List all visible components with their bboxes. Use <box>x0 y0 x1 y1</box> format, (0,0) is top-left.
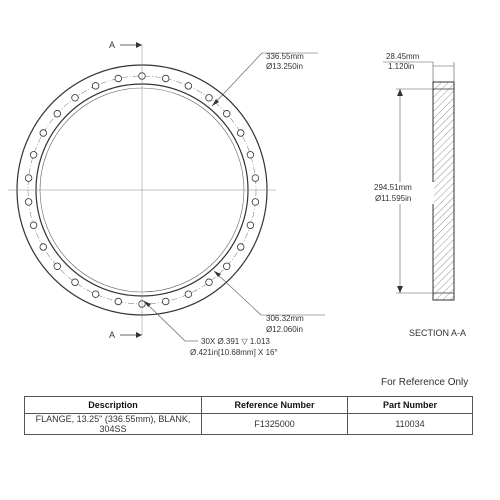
bolt-hole <box>162 75 169 82</box>
bolt-hole <box>54 263 61 270</box>
cell-description: FLANGE, 13.25" (336.55mm), BLANK, 304SS <box>25 414 202 435</box>
bolt-hole <box>162 298 169 305</box>
section-diameter-in: Ø11.595in <box>375 194 412 203</box>
bolt-hole <box>237 130 244 137</box>
bolt-hole <box>30 222 37 229</box>
thickness-mm: 28.45mm <box>386 52 420 61</box>
section-view <box>372 52 466 338</box>
bolt-hole <box>25 199 32 206</box>
parts-table <box>24 396 473 435</box>
outer-diameter-dimension <box>212 52 318 106</box>
outer-diameter-in: Ø13.250in <box>266 62 303 71</box>
section-diameter-dimension <box>372 89 434 293</box>
bolt-hole <box>206 279 213 286</box>
header-reference-number: Reference Number <box>202 397 348 414</box>
table-row <box>25 414 473 435</box>
hole-callout-line1: 30X Ø.391 ▽ 1.013 <box>201 337 270 346</box>
outer-diameter-mm: 336.55mm <box>266 52 304 61</box>
reference-note: For Reference Only <box>381 377 469 388</box>
bolt-hole <box>25 175 32 182</box>
bolt-hole <box>252 199 259 206</box>
inner-diameter-mm: 306.32mm <box>266 314 304 323</box>
bolt-hole <box>40 244 47 251</box>
bolt-hole <box>252 175 259 182</box>
bolt-hole <box>223 110 230 117</box>
inner-diameter-in: Ø12.060in <box>266 325 303 334</box>
bolt-hole <box>92 83 99 90</box>
section-body <box>433 82 454 300</box>
cell-part-number: 110034 <box>348 414 473 435</box>
bolt-hole <box>206 94 213 101</box>
section-marker-bottom <box>109 330 142 340</box>
bolt-hole <box>54 110 61 117</box>
bolt-hole <box>30 151 37 158</box>
section-marker-top <box>109 40 142 50</box>
thickness-in: 1.120in <box>388 62 415 71</box>
bolt-hole <box>72 279 79 286</box>
bolt-hole <box>185 291 192 298</box>
section-diameter-mm: 294.51mm <box>374 183 412 192</box>
bolt-hole <box>72 94 79 101</box>
section-letter-top: A <box>109 40 116 50</box>
hole-callout-line2: Ø.421in[10.68mm] X 16° <box>190 348 278 357</box>
hole-callout <box>144 301 278 357</box>
cell-reference-number: F1325000 <box>202 414 348 435</box>
bolt-hole <box>247 151 254 158</box>
bolt-hole <box>92 291 99 298</box>
bolt-hole <box>223 263 230 270</box>
header-description: Description <box>25 397 202 414</box>
bolt-hole <box>115 298 122 305</box>
inner-diameter-dimension <box>214 271 325 334</box>
bolt-hole <box>40 130 47 137</box>
section-letter-bottom: A <box>109 330 116 340</box>
bolt-hole <box>185 83 192 90</box>
header-part-number: Part Number <box>348 397 473 414</box>
bolt-hole <box>115 75 122 82</box>
bolt-hole <box>237 244 244 251</box>
thickness-dimension <box>383 52 454 82</box>
table-header-row <box>25 397 473 414</box>
section-title: SECTION A-A <box>409 328 467 338</box>
bolt-hole <box>247 222 254 229</box>
